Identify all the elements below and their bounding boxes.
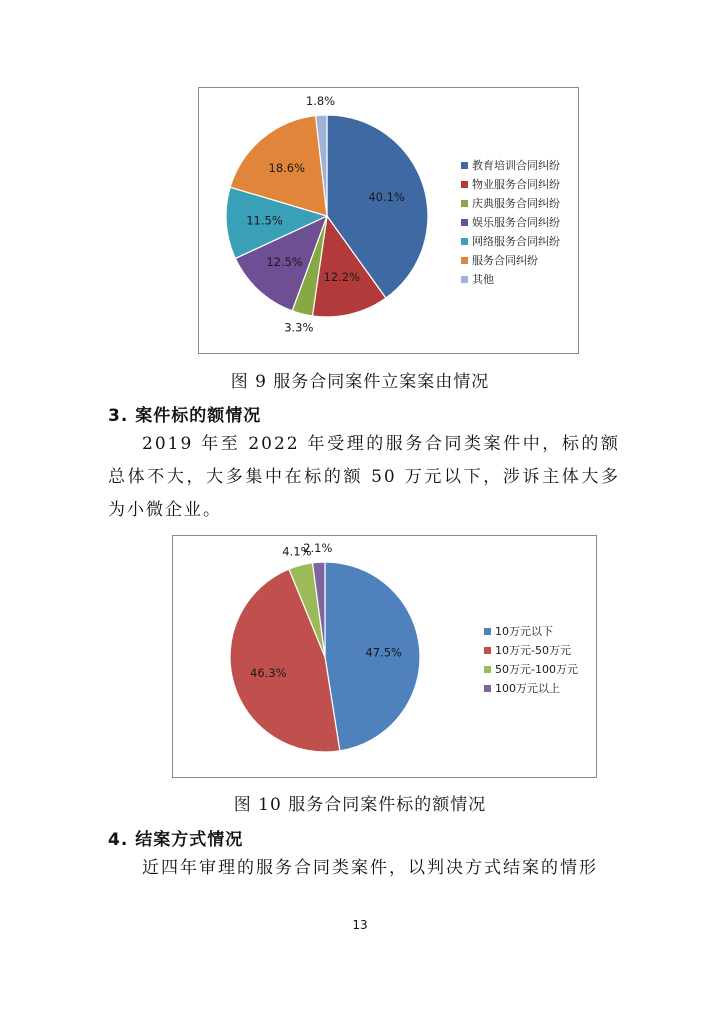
- paragraph-2: 近四年审理的服务合同类案件，以判决方式结案的情形: [142, 858, 598, 878]
- chart2-slice-label-0: 47.5%: [365, 645, 402, 660]
- chart1-legend-swatch-6: [461, 276, 468, 283]
- chart1-legend-swatch-3: [461, 219, 468, 226]
- chart2-legend-label-1: 10万元-50万元: [495, 644, 571, 657]
- chart2-legend-label-3: 100万元以上: [495, 682, 560, 695]
- chart2-pie: [173, 536, 598, 779]
- chart2-legend-swatch-3: [484, 685, 491, 692]
- paragraph-1: 2019 年至 2022 年受理的服务合同类案件中，标的额总体不大，大多集中在标的额 50 万元以下，涉诉主体大多为小微企业。: [108, 434, 620, 520]
- chart2-slice-label-1: 46.3%: [250, 665, 287, 680]
- figure9-caption: 图 9 服务合同案件立案案由情况: [230, 372, 490, 392]
- chart2-legend-label-0: 10万元以下: [495, 625, 553, 638]
- chart2-slice-label-3: 2.1%: [303, 541, 333, 556]
- chart1-legend-label-6: 其他: [472, 273, 494, 286]
- chart1-slice-label-4: 11.5%: [246, 213, 283, 228]
- chart2-frame: [172, 535, 597, 778]
- chart1-legend-label-3: 娱乐服务合同纠纷: [472, 216, 560, 229]
- chart2-slice-label-2: 4.1%: [282, 544, 312, 559]
- chart2-legend-swatch-2: [484, 666, 491, 673]
- chart1-legend-label-4: 网络服务合同纠纷: [472, 235, 560, 248]
- section3-heading: 3. 案件标的额情况: [108, 406, 262, 426]
- chart1-legend-label-0: 教育培训合同纠纷: [472, 159, 560, 172]
- chart1-legend-swatch-5: [461, 257, 468, 264]
- chart1-frame: [198, 87, 579, 354]
- chart2-legend-swatch-1: [484, 647, 491, 654]
- chart2-legend-swatch-0: [484, 628, 491, 635]
- chart1-legend-swatch-4: [461, 238, 468, 245]
- chart1-slice-label-2: 3.3%: [284, 320, 314, 335]
- chart1-slice-label-5: 18.6%: [268, 161, 306, 175]
- chart1-legend-swatch-1: [461, 181, 468, 188]
- chart1-legend-label-2: 庆典服务合同纠纷: [472, 197, 560, 210]
- chart1-pie: [199, 88, 580, 355]
- chart1-slice-label-0: 40.1%: [368, 189, 405, 204]
- chart1-legend-swatch-2: [461, 200, 468, 207]
- chart1-slice-label-1: 12.2%: [323, 269, 361, 284]
- chart2-legend-label-2: 50万元-100万元: [495, 663, 578, 676]
- page-number: 13: [352, 918, 368, 932]
- chart1-legend-label-5: 服务合同纠纷: [472, 254, 538, 267]
- chart1-slice-label-6: 1.8%: [305, 94, 336, 109]
- chart1-slice-label-3: 12.5%: [266, 255, 303, 269]
- figure10-caption: 图 10 服务合同案件标的额情况: [233, 795, 487, 815]
- section4-heading: 4. 结案方式情况: [108, 830, 244, 850]
- chart1-legend-label-1: 物业服务合同纠纷: [472, 178, 560, 191]
- chart1-legend-swatch-0: [461, 162, 468, 169]
